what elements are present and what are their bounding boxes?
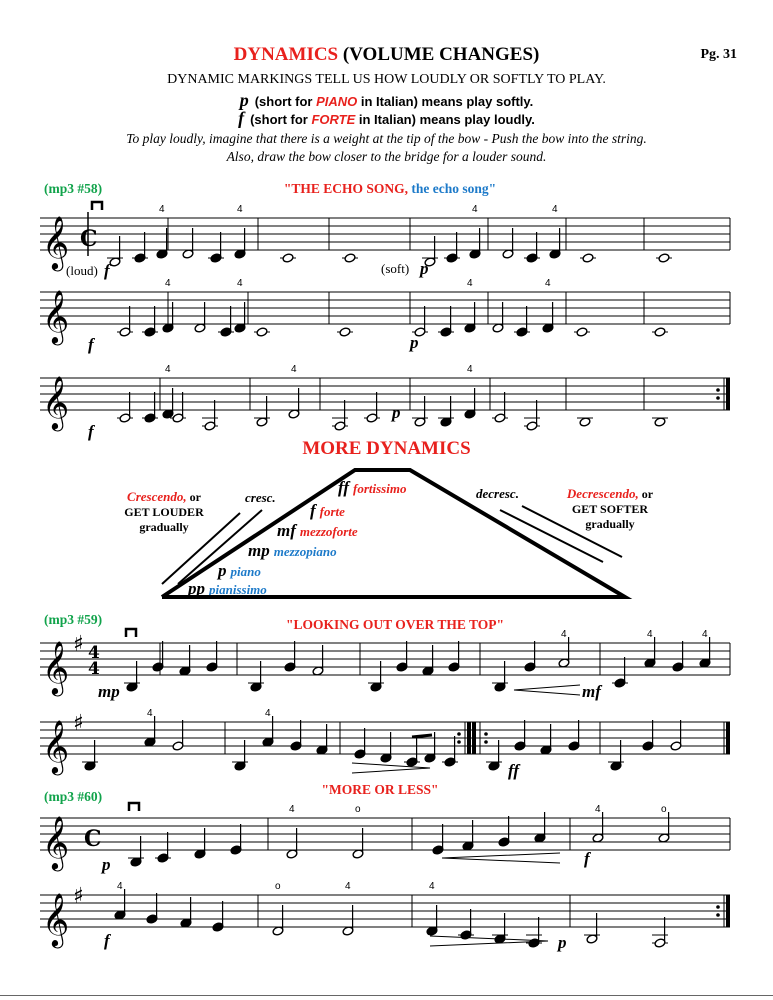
fingering-label: 4 [289,804,295,815]
dyn-symbol: f [238,108,245,128]
song-title-blue: the echo song" [411,181,497,196]
eighth-beam [412,735,432,737]
fingering-label: 4 [552,204,558,215]
fingering-label: 4 [165,278,171,289]
fingering-label: 4 [429,881,435,892]
dynamic-mark: f [88,335,94,354]
dynamic-symbol: mp [248,541,270,560]
fingering-label: 4 [472,204,478,215]
dynamic-mark: f [104,261,110,280]
treble-clef-icon: 𝄞 [42,375,70,429]
dynamic-mark: mp [98,682,120,701]
def-post: in Italian) means play softly. [357,94,534,109]
soft-label: (soft) [381,261,410,276]
key-sharp-icon: ♯ [73,884,84,909]
title-red: DYNAMICS [233,44,339,65]
time-sig-top: 4 [88,643,100,663]
fingering-label: o [661,804,667,815]
fingering-label: 4 [159,204,165,215]
dynamic-mark: mf [582,682,601,701]
get-softer: GET SOFTER [571,502,649,516]
page-number: Pg. 31 [700,47,737,62]
decresc-abbrev: decresc. [476,486,519,501]
dynamic-symbol: ff [338,478,350,497]
def-pre: (short for [250,112,312,127]
down-bow-icon [126,629,136,637]
dyn-symbol: p [239,90,249,110]
cresc-line [178,510,262,584]
note-head [339,327,351,337]
note-head [582,253,594,263]
fingering-label: 4 [265,708,271,719]
mp3-label-59: (mp3 #59) [44,612,103,627]
dynamic-mark: f [104,931,110,950]
note-head [344,253,356,263]
more-dynamics-title: MORE DYNAMICS [302,438,471,459]
down-bow-icon [92,202,102,210]
fingering-label: o [275,881,281,892]
song-title-red: "THE ECHO SONG, [283,181,409,196]
crescendo-or: or [189,490,201,504]
gradually-1: gradually [139,520,189,534]
dynamic-mark: p [392,403,401,422]
dynamic-term: piano [230,564,261,579]
crescendo-hairpin [442,853,560,863]
def-pre: (short for [254,94,317,109]
dynamic-mark: p [558,933,567,952]
fingering-label: 4 [345,881,351,892]
common-time-icon: C [84,826,102,852]
fingering-label: 4 [237,278,243,289]
get-louder: GET LOUDER [124,505,204,519]
note-head [256,327,268,337]
fingering-label: 4 [545,278,551,289]
repeat-dot [716,396,720,400]
repeat-dot [716,905,720,909]
key-sharp-icon: ♯ [73,711,84,736]
dynamic-mark: f [88,422,94,441]
tip-line-1: To play loudly, imagine that there is a weight at the tip of the bow - Push the bow into the string. [126,131,647,146]
dynamic-term: mezzopiano [273,544,337,559]
dynamic-term: pianissimo [209,582,267,597]
repeat-dot [484,740,488,744]
fingering-label: 4 [117,881,123,892]
mp3-label-60: (mp3 #60) [44,789,103,804]
mp3-label-58: (mp3 #58) [44,181,103,196]
fingering-label: 4 [702,629,708,640]
key-sharp-icon: ♯ [73,632,84,657]
song-title-more-or-less: "MORE OR LESS" [321,782,439,797]
title-rest: (VOLUME CHANGES) [342,44,540,65]
treble-clef-icon: 𝄞 [42,719,70,773]
dynamic-mark: p [410,333,419,352]
repeat-dot [457,732,461,736]
note-head [658,253,670,263]
def-word: PIANO [316,94,358,109]
dynamic-symbol: pp [188,579,205,598]
treble-clef-icon: 𝄞 [42,640,70,694]
dynamic-mark: p [102,855,111,874]
dynamic-term: forte [319,504,345,519]
dynamic-symbol: f [310,501,316,520]
treble-clef-icon: 𝄞 [42,215,70,269]
cut-time-icon: C [80,226,98,252]
crescendo-word: Crescendo, [127,489,187,504]
dynamic-mark: p [420,259,429,278]
decrescendo-hairpin [352,763,430,773]
dynamic-term: mezzoforte [299,524,358,539]
down-bow-icon [129,803,139,811]
repeat-dot [484,732,488,736]
note-head [282,253,294,263]
fingering-label: o [355,804,361,815]
def-word: FORTE [311,112,356,127]
fingering-label: 4 [647,629,653,640]
note-head [576,327,588,337]
fingering-label: 4 [595,804,601,815]
fingering-label: 4 [467,278,473,289]
note-head [654,327,666,337]
decrescendo-word: Decrescendo, [566,486,639,501]
bottom-rule [0,995,773,996]
treble-clef-icon: 𝄞 [42,892,70,946]
song-title-looking: "LOOKING OUT OVER THE TOP" [285,617,505,632]
loud-label: (loud) [66,263,98,278]
fingering-label: 4 [561,629,567,640]
crescendo-hairpin [514,685,580,695]
cresc-abbrev: cresc. [245,490,276,505]
fingering-label: 4 [291,364,297,375]
fingering-label: 4 [165,364,171,375]
dynamic-mark: f [584,849,590,868]
repeat-dot [716,913,720,917]
repeat-dot [457,740,461,744]
dynamics-pyramid [162,470,625,597]
gradually-2: gradually [585,517,635,531]
time-sig-bottom: 4 [88,659,100,679]
tip-line-2: Also, draw the bow closer to the bridge for a louder sound. [226,149,547,164]
fingering-label: 4 [237,204,243,215]
dynamic-symbol: mf [277,521,296,540]
decresc-line [522,506,622,557]
dynamic-mark: ff [508,761,520,780]
def-post: in Italian) means play loudly. [355,112,535,127]
dynamic-term: fortissimo [353,481,407,496]
fingering-label: 4 [467,364,473,375]
fingering-label: 4 [147,708,153,719]
treble-clef-icon: 𝄞 [42,815,70,869]
treble-clef-icon: 𝄞 [42,289,70,343]
decrescendo-or: or [641,487,654,501]
dynamic-symbol: p [218,561,227,580]
subtitle: DYNAMIC MARKINGS TELL US HOW LOUDLY OR SOFTLY TO PLAY. [167,72,606,87]
repeat-dot [716,388,720,392]
